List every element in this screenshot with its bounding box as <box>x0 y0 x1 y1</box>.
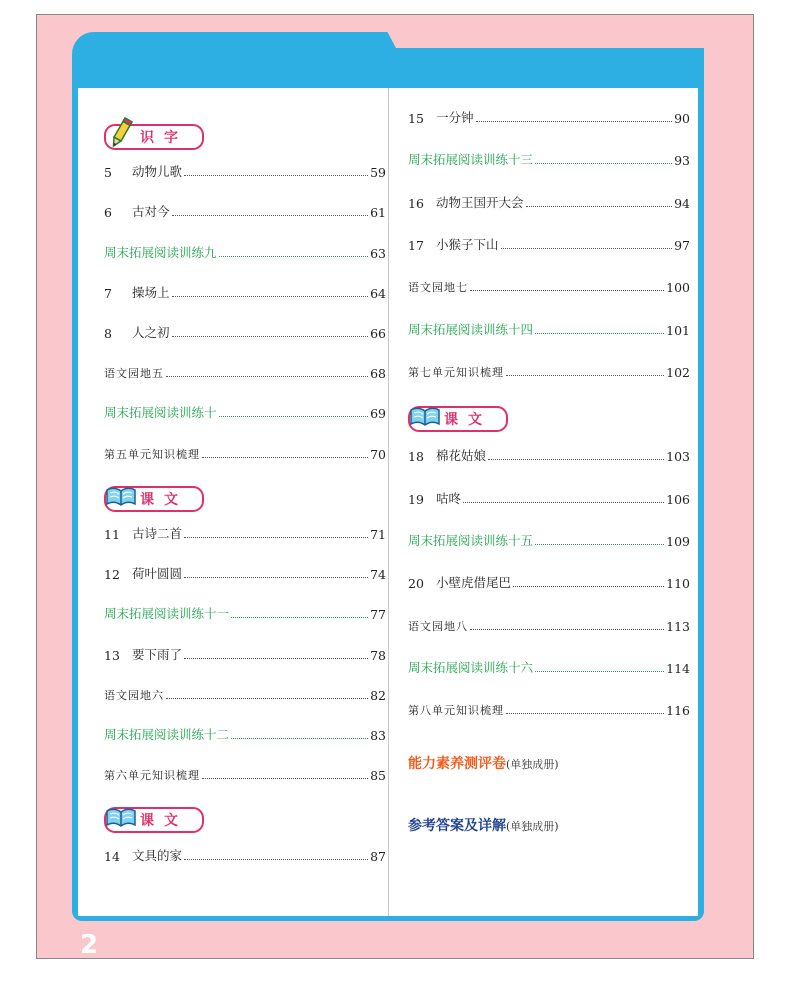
dot-leader <box>488 459 664 460</box>
extra-title: 能力素养测评卷 <box>408 755 506 772</box>
entry-page-number: 78 <box>370 647 386 663</box>
extra-note: (单独成册) <box>506 757 559 771</box>
dot-leader <box>184 537 368 538</box>
entry-title: 周末拓展阅读训练十五 <box>408 533 534 548</box>
dot-leader <box>219 416 369 417</box>
section-badge-label: 识字 <box>104 124 204 150</box>
entry-title: 小猴子下山 <box>436 236 499 252</box>
dot-leader <box>184 658 368 659</box>
answer-key-entry[interactable] <box>408 815 559 835</box>
entry-title: 周末拓展阅读训练十二 <box>104 727 230 742</box>
lesson-number: 11 <box>104 527 120 542</box>
assessment-booklet-entry[interactable] <box>408 753 559 773</box>
toc-entry[interactable] <box>408 614 690 634</box>
toc-entry[interactable] <box>408 698 690 718</box>
lesson-number: 12 <box>104 567 120 583</box>
section-badge <box>408 406 508 432</box>
section-badge <box>104 807 204 833</box>
toc-entry[interactable] <box>408 106 690 126</box>
extra-title: 参考答案及详解 <box>408 817 506 834</box>
dot-leader <box>476 121 673 122</box>
entry-page-number: 59 <box>370 165 386 181</box>
entry-title: 语文园地七 <box>408 281 468 295</box>
entry-title: 古诗二首 <box>132 526 183 541</box>
toc-entry-extended-reading[interactable] <box>104 723 386 743</box>
dot-leader <box>470 629 664 630</box>
entry-page-number: 114 <box>666 660 690 676</box>
entry-page-number: 77 <box>370 607 386 623</box>
lesson-number: 16 <box>408 195 424 211</box>
dot-leader <box>172 296 369 297</box>
dot-leader <box>535 671 664 672</box>
entry-title: 周末拓展阅读训练十 <box>104 405 217 421</box>
dot-leader <box>184 577 368 578</box>
toc-entry[interactable] <box>104 522 386 542</box>
dot-leader <box>513 586 664 587</box>
entry-page-number: 71 <box>370 527 386 542</box>
entry-page-number: 100 <box>666 280 690 296</box>
lesson-number: 13 <box>104 647 120 663</box>
page-number: 2 <box>80 930 99 960</box>
dot-leader <box>202 778 368 779</box>
dot-leader <box>202 457 368 458</box>
toc-entry[interactable] <box>104 281 386 301</box>
dot-leader <box>231 617 368 618</box>
entry-page-number: 74 <box>370 567 386 583</box>
dot-leader <box>470 290 664 291</box>
toc-content <box>78 88 698 916</box>
dot-leader <box>535 544 664 545</box>
entry-page-number: 94 <box>674 195 690 211</box>
entry-page-number: 102 <box>666 364 690 380</box>
entry-title: 周末拓展阅读训练十四 <box>408 321 534 337</box>
toc-entry-extended-reading[interactable] <box>104 602 386 622</box>
dot-leader <box>231 738 368 739</box>
entry-page-number: 97 <box>674 237 690 253</box>
dot-leader <box>166 376 368 377</box>
toc-entry[interactable] <box>408 191 690 211</box>
dot-leader <box>501 248 673 249</box>
entry-page-number: 110 <box>666 576 690 592</box>
toc-entry[interactable] <box>104 763 386 783</box>
entry-title: 第六单元知识梳理 <box>104 769 200 783</box>
entry-page-number: 66 <box>370 326 386 341</box>
dot-leader <box>172 215 369 216</box>
dot-leader <box>219 256 369 257</box>
entry-title: 操场上 <box>132 284 170 300</box>
header-notch <box>381 20 726 48</box>
entry-title: 周末拓展阅读训练九 <box>104 244 217 260</box>
dot-leader <box>506 375 664 376</box>
entry-title: 周末拓展阅读训练十三 <box>408 152 534 168</box>
column-divider <box>388 88 389 916</box>
entry-title: 要下雨了 <box>132 646 183 662</box>
entry-page-number: 85 <box>370 768 386 784</box>
section-badge <box>104 124 204 150</box>
entry-title: 周末拓展阅读训练十六 <box>408 659 534 675</box>
toc-entry[interactable] <box>104 844 386 864</box>
toc-entry[interactable] <box>104 562 386 582</box>
toc-entry-extended-reading[interactable] <box>408 148 690 168</box>
toc-entry-extended-reading[interactable] <box>104 401 386 421</box>
book-icon <box>104 799 138 833</box>
lesson-number: 19 <box>408 491 424 507</box>
entry-title: 周末拓展阅读训练十一 <box>104 606 230 622</box>
toc-entry[interactable] <box>408 444 690 464</box>
entry-page-number: 106 <box>666 491 690 507</box>
toc-entry[interactable] <box>408 275 690 295</box>
lesson-number: 8 <box>104 326 112 341</box>
section-badge-label: 课文 <box>104 807 204 833</box>
entry-title: 语文园地六 <box>104 688 164 702</box>
entry-page-number: 83 <box>370 728 386 743</box>
dot-leader <box>166 698 368 699</box>
toc-entry[interactable] <box>408 487 690 507</box>
toc-entry[interactable] <box>104 442 386 462</box>
entry-page-number: 82 <box>370 687 386 703</box>
book-icon <box>104 478 138 512</box>
lesson-number: 18 <box>408 449 424 465</box>
toc-entry-extended-reading[interactable] <box>408 529 690 549</box>
entry-title: 第五单元知识梳理 <box>104 447 200 461</box>
book-icon <box>408 398 442 432</box>
entry-title: 小壁虎借尾巴 <box>436 575 512 591</box>
lesson-number: 7 <box>104 285 112 301</box>
entry-title: 咕咚 <box>436 490 462 506</box>
section-badge-label: 课文 <box>408 406 508 432</box>
dot-leader <box>506 713 664 714</box>
entry-title: 第八单元知识梳理 <box>408 704 504 718</box>
entry-title: 文具的家 <box>132 847 183 863</box>
toc-entry[interactable] <box>104 361 386 381</box>
dot-leader <box>184 859 368 860</box>
entry-title: 荷叶圆圆 <box>132 566 183 582</box>
toc-entry-extended-reading[interactable] <box>408 318 690 338</box>
section-badge <box>104 486 204 512</box>
entry-title: 语文园地八 <box>408 619 468 633</box>
entry-page-number: 109 <box>666 534 690 549</box>
lesson-number: 14 <box>104 848 120 864</box>
entry-page-number: 70 <box>370 446 386 462</box>
entry-page-number: 93 <box>674 153 690 169</box>
lesson-number: 20 <box>408 576 424 592</box>
toc-entry[interactable] <box>104 321 386 341</box>
entry-page-number: 64 <box>370 285 386 301</box>
entry-title: 棉花姑娘 <box>436 448 487 464</box>
entry-title: 一分钟 <box>436 110 474 125</box>
toc-entry[interactable] <box>104 160 386 180</box>
dot-leader <box>535 333 664 334</box>
entry-page-number: 69 <box>370 406 386 422</box>
entry-page-number: 113 <box>666 618 690 634</box>
section-badge-label: 课文 <box>104 486 204 512</box>
entry-title: 古对今 <box>132 204 170 220</box>
dot-leader <box>463 502 664 503</box>
toc-entry[interactable] <box>408 233 690 253</box>
toc-entry-extended-reading[interactable] <box>408 656 690 676</box>
entry-page-number: 61 <box>370 205 386 221</box>
entry-page-number: 101 <box>666 322 690 338</box>
toc-entry[interactable] <box>408 571 690 591</box>
lesson-number: 15 <box>408 111 424 126</box>
pencil-icon <box>104 116 138 150</box>
entry-page-number: 87 <box>370 848 386 864</box>
toc-entry[interactable] <box>104 643 386 663</box>
entry-page-number: 90 <box>674 111 690 126</box>
entry-page-number: 68 <box>370 366 386 382</box>
entry-page-number: 103 <box>666 449 690 465</box>
dot-leader <box>535 163 672 164</box>
entry-page-number: 63 <box>370 245 386 261</box>
entry-title: 动物儿歌 <box>132 164 183 180</box>
toc-entry[interactable] <box>408 360 690 380</box>
entry-page-number: 116 <box>666 703 690 719</box>
entry-title: 第七单元知识梳理 <box>408 365 504 379</box>
lesson-number: 17 <box>408 237 424 253</box>
dot-leader <box>526 206 673 207</box>
toc-entry[interactable] <box>104 200 386 220</box>
dot-leader <box>184 175 368 176</box>
toc-entry[interactable] <box>104 683 386 703</box>
entry-title: 人之初 <box>132 325 170 340</box>
entry-title: 语文园地五 <box>104 367 164 381</box>
lesson-number: 5 <box>104 165 112 181</box>
entry-title: 动物王国开大会 <box>436 194 524 210</box>
extra-note: (单独成册) <box>506 819 559 833</box>
dot-leader <box>172 336 369 337</box>
toc-entry-extended-reading[interactable] <box>104 241 386 261</box>
lesson-number: 6 <box>104 205 112 221</box>
